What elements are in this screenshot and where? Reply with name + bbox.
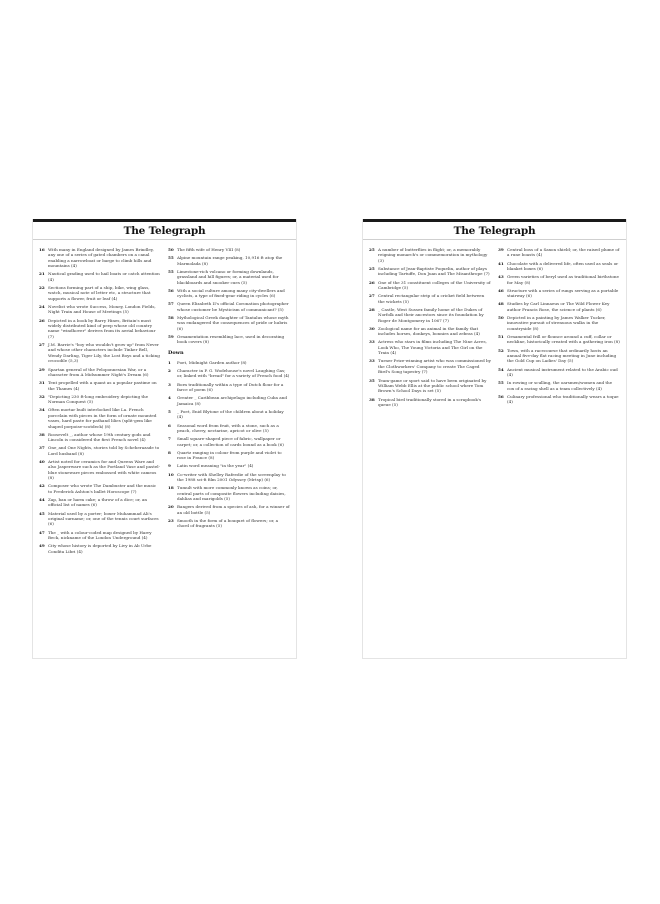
clue-number: 49 [39,543,45,549]
right-page [362,219,627,659]
clue-text: Roosevelt _, author whose 19th century gods and Lincoln is considered the first French novel (4) [48,431,151,443]
clue [168,436,290,447]
clue-text: Chocolate with a delivered life, often used as seals or blanket boxes (6) [507,260,619,272]
clue [498,394,620,405]
clue-text: Ornamentation resembling lace, used in decorating book covers (8) [177,334,285,345]
clue [168,463,290,468]
clue-number: 55 [168,255,174,261]
clue-number: 31 [39,380,45,386]
clue-text: Mythological Greek daughter of Tantalus whose myth was endangered the consequences of pride or hubris (6) [177,315,289,331]
clue [39,380,161,391]
clue [498,247,620,258]
clue-text: Culinary professional who traditionally wears a toque (4) [507,393,619,405]
clue [39,497,161,508]
clue [369,397,491,408]
clue-number: 10 [168,471,174,477]
clue-text: Tropical bird traditionally stored in a scrapbook's queue (5) [378,396,482,407]
clue-text: With many in England designed by James Brindley, any one of a series of gated chambers on a canal enabling a narrowboat or barge to climb hills and mountains (4) [48,247,154,269]
clue [39,445,161,456]
clue-text: J.M. Barrie's "boy who wouldn't grow up" from Never and whose other characters include Tinker Bell, Wendy Darling, Tiger Lily, the Lost Boys and a ticking crocodile (5,3) [48,342,160,364]
clue-number: 37 [39,445,45,451]
clue-number: 55 [168,268,174,274]
clue-text: Character in P. G. Wodehouse's novel Laughing Gas; or, linked with "bread" for a variety of French food (4) [177,368,290,379]
clue-number: 35 [369,377,375,383]
clue-text: Team-game or sport said to have been originated by William Webb Ellis at the public school where Tom Brown's School Days is set (5) [378,377,487,394]
clue-number: 18 [168,485,174,491]
masthead-left: The Telegraph [33,222,296,240]
clue [168,518,290,529]
clue-text: Poet, Midnight Garden author (8) [177,359,247,365]
clue-number: 24 [39,304,45,310]
clue-number: 47 [39,529,45,535]
clue-number: 26 [39,317,45,323]
right-col-2 [498,247,620,410]
clue [39,407,161,429]
clue [369,266,491,277]
clue-text: Tent propelled with a quant as a popular pastime on the Thames (4) [48,380,157,391]
clue [168,368,290,379]
clue-text: Artist noted for ceramics for and Queens Ware and also Jasperware such as the Portland Vase and pastel-blue stoneware pieces embossed with white cameos (8) [48,458,160,481]
clue-text: Tumult with more commonly known as coins; or, central parts of composite flowers including daisies, dahlias and marigolds (5) [177,485,286,501]
clue-number: 25 [369,266,375,272]
clue-number: 2 [168,368,171,374]
clue-text: With a social culture among many city-dwellers and cyclists, a type of fixed-gear riding in cycles (6) [177,287,285,299]
clue-number: 55 [498,380,504,386]
clue [369,280,491,291]
clue-text: A number of butterflies in flight; or, a memorably reigning monarch's or commemoration in mythology (3) [378,247,488,263]
clue-text: Bangers derived from a species of ash, for a winner of an old bottle (5) [177,504,290,515]
clue-number: 44 [39,497,45,502]
clue [369,326,491,337]
clue-number: 41 [498,260,504,266]
clue-number: 9 [168,463,171,469]
clue-number: 42 [39,483,45,489]
clue [168,423,290,434]
clue-text: The fifth wife of Henry VIII (8) [177,247,241,252]
clue [168,485,290,501]
clue-number: 34 [39,407,45,413]
clue [168,315,290,331]
clue [39,304,161,315]
clue [168,301,290,312]
clue-number: 20 [168,504,174,510]
clue-number: 30 [369,325,375,331]
clue [39,543,161,554]
clue-text: In rowing or sculling, the oarsmen/women and the cox of a racing shell as a team collectively (4) [507,380,613,391]
clue [39,459,161,481]
clue [39,271,161,282]
clue-number: 54 [498,366,504,372]
clue-text: Nautical grading used to hail boats or catch attention (4) [48,271,160,282]
clue-text: Depicted in a painting by James Walker Tucker, innovative pursuit of strenuous walks in the countryside (8) [507,315,606,331]
clue-text: Novelist who wrote Success, Money, London Fields, Night Train and House of Meetings (5) [48,304,156,315]
clue-number: 43 [498,274,504,280]
clue-text: _ Poet, Enid Blytone of the children about a holiday (4) [177,408,284,420]
clue-number: 38 [369,396,375,402]
clue-number: 8 [168,449,171,455]
clue-number: 23 [168,517,174,523]
clue-text: Often mortar built interlocked like La. French porcelain with pieces in the form of ornate mounted vases, hard paste for pathand lilies (split-gem like shaped porpoise-scotdeck) (8) [48,407,157,429]
clue [39,511,161,527]
clue-text: Composer who wrote The Dambuster and the music to Frederick Ashton's ballet Horoscope (7) [48,483,157,494]
clue [39,432,161,443]
clue-text: City whose history is deported by Livy in Ab Urbe Condita Libri (4) [48,543,152,554]
clue-number: 39 [498,247,504,252]
clue-text: The _ with a colour-coded map designed by Harry Beck, nickname of the London Underground (4) [48,529,152,541]
clue-text: Actress who stars in films including The Nine Acres, Look Who, The Young Victoria and The Girl on the Train (4) [378,339,487,356]
clue-number: 33 [369,339,375,345]
clue-text: One of the 31 constituent colleges of the University of Cambridge (5) [378,279,491,291]
clue [168,472,290,483]
clue-text: Turner Prize-winning artist who was commissioned by the Clothworkers' Company to create The Caged Bird's Song tapestry (7) [378,358,491,375]
clue [39,247,161,269]
clue-text: Seasonal word from fruit, with a stone, such as a peach, cherry, nectarine, apricot or olive (5) [177,422,279,433]
clue-text: Material used by a porter; boxer Muhammad Ali's original surname; or, one of the tennis court surfaces (6) [48,510,159,527]
clue-number: 45 [39,510,45,516]
clue [168,334,290,345]
clue-text: Studies by Carl Linnaeus or The Wild Flower Key author Francis Rose, the science of plants (6) [507,301,610,312]
clue [369,307,491,323]
clue [498,315,620,331]
clue [39,530,161,541]
down-heading: Down [168,349,184,356]
clue-text: Structure with a series of rungs serving as a portable stairway (6) [507,287,619,299]
clue-number: 50 [498,315,504,321]
clue [168,255,290,266]
clue-number: 27 [369,293,375,299]
clue-text: "Depicting 230 ft-long embroidery depicting the Norman Conquest (5) [48,393,149,405]
clue-number: 52 [498,347,504,353]
clue-text: Zap, ban or harm cake; a throw of a dice; or, an official list of names (6) [48,497,148,508]
clue [498,380,620,391]
clue-number: 1 [168,359,171,365]
clue-number: 59 [168,334,174,340]
clue-text: Quartz ranging in colour from purple and violet to rose in France (8) [177,449,282,461]
clue [39,318,161,340]
clue-number: 27 [39,342,45,348]
left-col-2 [168,247,290,557]
clue-number: 46 [498,287,504,293]
clue-number: 3 [168,381,171,387]
clue-number: 4 [168,395,171,401]
clue-text: Ornamental frill or flounce around a cuff, collar or neckline, historically created with a gathering iron (8) [507,334,620,345]
masthead-right: The Telegraph [363,222,626,240]
clue [39,394,161,405]
clue [168,247,290,252]
clue-text: Alpine mountain range peaking, 10,916 ft atop the Marmolada (8) [177,255,283,266]
clue [39,342,161,364]
clue [369,247,491,263]
clue [369,293,491,304]
clue-text: Born traditionally within a type of Dutch flour for a farce of poem (6) [177,381,284,393]
clue [168,269,290,285]
clue-number: 28 [369,306,375,312]
clue [369,358,491,374]
clue [168,288,290,299]
clue-text: Spartan general of the Peloponnesian War, or a character from A Midsummer Night's Dream (6) [48,366,149,377]
clue-text: Central rectangular strip of a cricket field between the wickets (5) [378,293,485,304]
left-page [32,219,297,659]
clue [168,409,290,420]
clue [498,348,620,364]
clue-text: Depicted in a book by Barry Hines, Britain's most widely distributed kind of peep whose old country name "windhover" derives from its aerial behaviour (7) [48,317,156,339]
clue-text: Queen Elizabeth II's official Coronation photographer whose customer be Mysticism of communicant? (5) [177,301,289,312]
clue-text: Zoological name for an animal in the family that includes horses, donkeys, bonnies and zebras (4) [378,325,480,337]
clue-number: 6 [168,422,171,428]
clue-number: 48 [498,301,504,307]
clue-number: 16 [39,247,45,252]
clue-text: Central boss of a Saxon shield; or, the raised plume of a rune boasts (4) [507,247,620,258]
clue [369,339,491,355]
clue-number: 7 [168,436,171,442]
clue-number: 29 [39,366,45,372]
clue [498,367,620,378]
clue-text: Small square-shaped piece of fabric, wallpaper or carpet; or, a collection of cards bound as a book (6) [177,436,284,447]
clue-number: 22 [39,285,45,291]
clue [39,285,161,301]
clue-number: 32 [39,393,45,399]
clue [168,504,290,515]
clue-text: Town, with a racecourse that ordinarily hosts an annual five-day flat racing meeting in June including the Gold Cup on Ladies' Day (5) [507,347,617,364]
clue-number: 57 [168,301,174,307]
clue [39,367,161,378]
clue-number: 40 [39,458,45,464]
clue-number: 38 [39,431,45,437]
clue [498,334,620,345]
clue-text: Green varieties of beryl used as traditional birthstone for May (8) [507,274,619,285]
clue [168,395,290,406]
clue-number: 56 [498,393,504,399]
clue-text: Greater _ Caribbean archipelago including Cuba and Jamaica (8) [177,395,287,406]
clue-text: _ Castle, West Sussex family home of the Dukes of Norfolk and their ancestors since its foundation by Roger de Montgomery in 1067 (7) [378,306,484,323]
clue-number: 5 [168,408,171,414]
clue-text: Ancient musical instrument related to the Arabic oud (4) [507,366,618,378]
clue [369,378,491,394]
clue-text: Latin word meaning "in the year" (4) [177,463,254,469]
clue [498,274,620,285]
clue-text: Smooth in the form of a bouquet of flowers; or, a chord of fragrants (5) [177,517,279,529]
clue-text: Substance of Jean-Baptiste Poquelin, author of plays including Tartuffe, Don Juan and The Misanthrope (7) [378,266,490,277]
clue [498,261,620,272]
clue [39,483,161,494]
clue [498,301,620,312]
clue-number: 50 [168,247,174,252]
clue-number: 26 [369,279,375,285]
clue-text: Sections forming part of a ship, bike, wing glass, watch, musical note of letter etc, a structure that supports a flower, fruit or leaf (4) [48,285,151,301]
clue-number: 56 [168,287,174,293]
clue [168,360,290,365]
clue-number: 58 [168,315,174,321]
clue [498,288,620,299]
clue-number: 21 [39,271,45,277]
clue [168,450,290,461]
clue-text: Co-writer with Shelley Rafeedie of the screenplay to the 1988 sci-fi film 2001 Odyssey (Mrtsp) (6) [177,471,286,482]
clue-number: 51 [498,334,504,340]
clue-number: 25 [369,247,375,252]
clue-number: 33 [369,358,375,364]
left-col-1 [39,247,161,557]
clue-text: Limestone-rich volcano or forming downlands, grassland and hill figures; or, a material used for blackboards and snooker cues (5) [177,268,279,285]
clue-text: One_and One Nights, stories told by Scheherazade to Lord husband (8) [48,445,160,456]
clue [168,382,290,393]
right-col-1 [369,247,491,410]
